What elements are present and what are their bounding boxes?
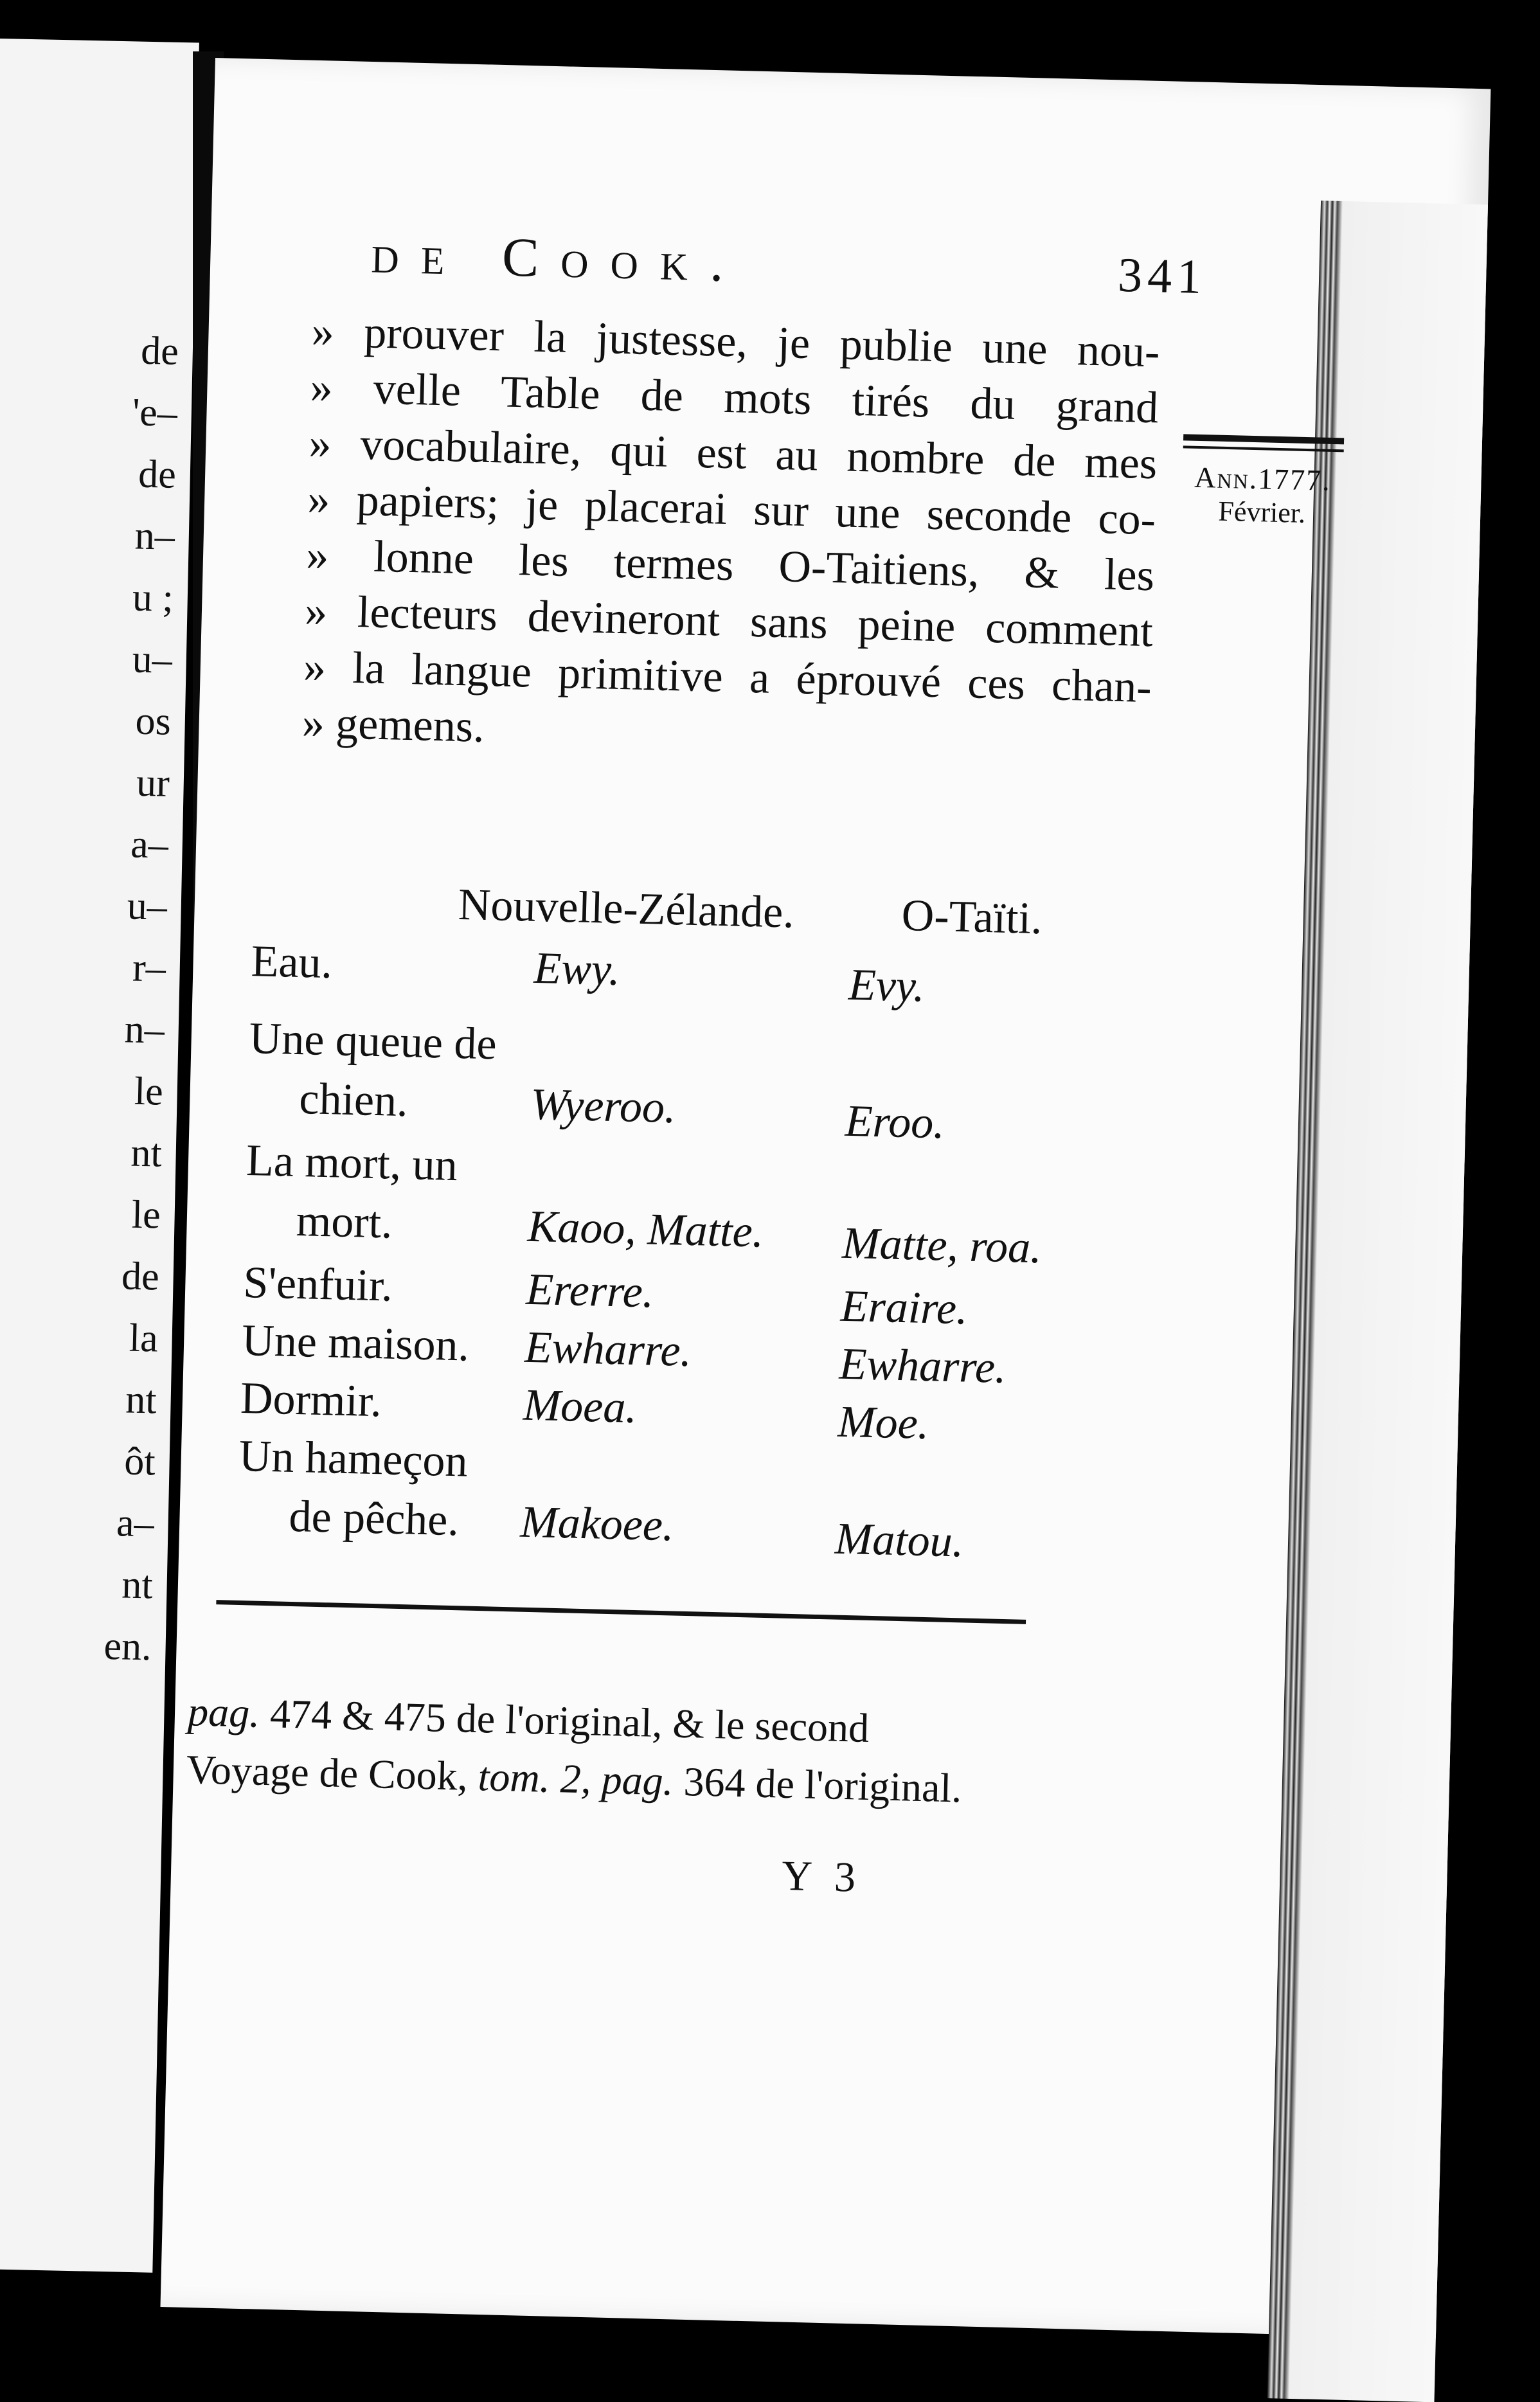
left-page-fragment: n– [124,1007,165,1052]
running-head-title: de Cook. [370,222,747,294]
otaiti-term: Eraire. [840,1281,969,1334]
french-term-line-2: mort. [295,1196,393,1248]
french-term-line-1: Dormir. [240,1373,382,1427]
french-term [242,1253,393,1316]
otaiti-term: Ewharre. [838,1339,1007,1394]
french-term-line-1: S'enfuir. [242,1257,393,1311]
left-page-fragment: de [138,452,177,497]
vocabulary-row [246,1131,1147,1273]
french-term [241,1311,470,1376]
french-term-line-1: Un hameçon [238,1431,469,1487]
french-term-line-1: La mort, un [246,1136,458,1191]
nz-term: Ewy. [533,943,621,996]
french-term-line-1: Une queue de [248,1014,497,1070]
left-page-fragment: le [131,1192,161,1237]
otaiti-term: Matte, roa. [841,1218,1043,1273]
left-page-fragment: u– [132,637,173,682]
body-line-3: » vocabulaire, qui est au nombre de mes [308,418,1158,489]
footnote-pag-1: pag. [187,1689,261,1736]
otaiti-term: Eroo. [845,1096,945,1149]
vocabulary-row [248,1009,1150,1149]
left-page-fragment: nt [121,1563,154,1608]
margin-rule-thick [1183,434,1344,444]
left-page-fragment: ôt [123,1439,156,1484]
left-page-fragment: u ; [132,575,174,620]
header-o-taiti: O-Taïti. [900,890,1043,944]
footnote-text-2c: 364 de l'original. [672,1758,963,1811]
header-nouvelle-zelande: Nouvelle-Zélande. [458,879,795,938]
body-line-8: » gemens. [301,697,485,752]
left-page-fragment: n– [134,514,175,559]
footnote-rule [216,1600,1026,1624]
french-term [244,1131,458,1255]
body-paragraph [301,303,1161,771]
french-term [240,1369,382,1431]
left-page-fragment: nt [130,1131,163,1176]
left-page-fragment: en. [103,1624,152,1669]
vocabulary-table [238,874,1153,1567]
margin-year: Ann.1777. [1194,460,1332,497]
left-page-fragment: os [134,699,172,744]
left-page-fragment: a– [130,822,169,867]
left-page-fragment: a– [116,1501,155,1546]
body-line-5: » lonne les termes O-Taitiens, & les [305,530,1155,601]
body-line-1: » prouver la justesse, je publie une nou- [310,307,1161,377]
footnote-text-1: 474 & 475 de l'original, & le second [259,1690,870,1751]
body-line-2: » velle Table de mots tirés du grand [309,363,1159,433]
french-term-line-2: chien. [298,1074,409,1127]
nz-term: Ewharre. [524,1322,693,1377]
left-page-fragment: de [140,328,179,373]
left-page-fragment: r– [132,946,166,990]
french-term-line-1: Une maison. [241,1315,470,1371]
french-term [247,1009,497,1133]
signature-mark: Y 3 [781,1852,863,1901]
vocabulary-row [238,1427,1140,1567]
left-page-fragment: de [121,1254,160,1299]
body-line-6: » lecteurs devineront sans peine comment [304,586,1154,657]
left-page-fragment: u– [127,884,168,929]
left-page-fragment: ur [136,760,170,805]
page-number: 341 [1117,247,1208,305]
margin-date-note [1181,434,1344,530]
running-head [370,221,1207,312]
margin-month: Février. [1217,495,1306,529]
french-term-line-2: de pêche. [288,1491,460,1546]
body-line-7: » la langue primitive a éprouvé ces chan- [303,641,1152,713]
left-page-fragment: le [134,1069,164,1114]
left-page-fragment: nt [125,1377,157,1422]
footnote-tom-pag: tom. 2, pag. [477,1753,674,1804]
otaiti-term: Evy. [848,960,926,1012]
nz-term: Moea. [523,1380,638,1433]
french-term-line-1: Eau. [250,937,334,989]
nz-term: Wyeroo. [530,1079,677,1133]
otaiti-term: Moe. [837,1397,930,1449]
vocabulary-row [241,1311,1142,1394]
footnote-text-2a: Voyage de Cook, [186,1746,479,1800]
nz-term: Ererre. [525,1264,655,1318]
nz-term: Makoee. [519,1497,675,1551]
margin-rule-thin [1183,445,1344,452]
french-term [251,932,334,993]
nz-term: Kaoo, Matte. [526,1201,765,1257]
left-page-fragment: la [129,1316,159,1361]
left-page-fragment: 'e– [132,390,178,435]
french-term [237,1427,469,1551]
footnote [186,1683,1024,1819]
body-line-4: » papiers; je placerai sur une seconde co- [307,474,1156,545]
otaiti-term: Matou. [834,1514,965,1567]
